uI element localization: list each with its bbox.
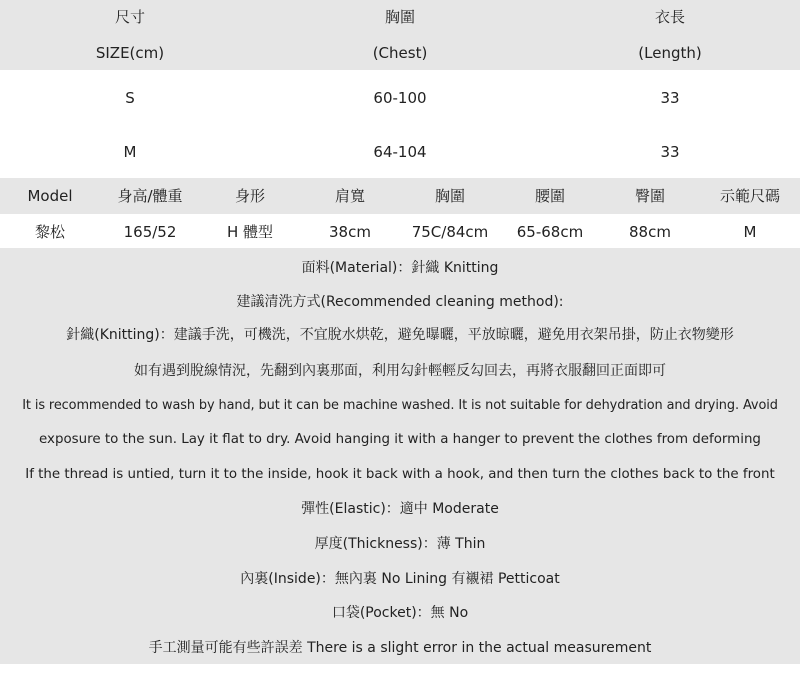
cleaning-title: 建議清洗方式(Recommended cleaning method): xyxy=(236,294,564,310)
model-header-model: Model xyxy=(27,187,73,205)
pocket-text: 口袋(Pocket)：無 No xyxy=(331,605,469,621)
model-name: 黎松 xyxy=(34,223,65,241)
model-hip: 88cm xyxy=(629,223,671,241)
inside-text: 內裏(Inside)：無內裏 No Lining 有襯裙 Petticoat xyxy=(240,571,560,587)
model-body-type: H 體型 xyxy=(226,223,274,241)
model-header-hip: 臀圍 xyxy=(634,187,665,205)
size-header-en: SIZE(cm) xyxy=(95,44,165,62)
cleaning-zh-line-2: 如有遇到脫線情況，先翻到內裏那面，利用勾針輕輕反勾回去，再將衣服翻回正面即可 xyxy=(134,363,666,379)
elastic-text: 彈性(Elastic)：適中 Moderate xyxy=(301,501,499,517)
model-header-chest: 胸圍 xyxy=(434,187,465,205)
material-text: 面料(Material)：針織 Knitting xyxy=(301,260,499,276)
size-row-s-size: S xyxy=(125,89,135,107)
size-row-m-size: M xyxy=(123,143,137,161)
model-height-weight: 165/52 xyxy=(123,223,177,241)
cleaning-zh-line-1: 針織(Knitting)：建議手洗，可機洗，不宜脫水烘乾，避免曝曬，平放晾曬，避免用衣架吊掛，防止衣物變形 xyxy=(66,327,734,343)
length-header-en: (Length) xyxy=(638,44,702,62)
size-row-m-chest: 64-104 xyxy=(373,143,427,161)
model-chest: 75C/84cm xyxy=(411,223,489,241)
model-demo-size: M xyxy=(743,223,757,241)
model-header-shoulder: 肩寬 xyxy=(334,187,365,205)
size-row-s-length: 33 xyxy=(660,89,680,107)
size-row-m-length: 33 xyxy=(660,143,680,161)
model-header-body-type: 身形 xyxy=(234,187,265,205)
thickness-text: 厚度(Thickness)：薄 Thin xyxy=(314,536,486,552)
model-header-waist: 腰圍 xyxy=(534,187,565,205)
cleaning-en-line-3: If the thread is untied, turn it to the inside, hook it back with a hook, and then turn the clothes back to the front xyxy=(25,467,775,482)
cleaning-en-line-2: exposure to the sun. Lay it flat to dry. Avoid hanging it with a hanger to prevent the clothes from deforming xyxy=(39,432,761,447)
size-row-s-chest: 60-100 xyxy=(373,89,427,107)
model-shoulder: 38cm xyxy=(329,223,371,241)
model-waist: 65-68cm xyxy=(516,223,584,241)
model-header-height-weight: 身高/體重 xyxy=(117,187,183,205)
model-header-size: 示範尺碼 xyxy=(719,187,780,205)
chest-header-zh: 胸圍 xyxy=(384,8,415,26)
cleaning-en-line-1: It is recommended to wash by hand, but it can be machine washed. It is not suitable for dehydration and drying. Avoid xyxy=(22,398,778,413)
measurement-note: 手工測量可能有些許誤差 There is a slight error in the actual measurement xyxy=(148,640,652,656)
chest-header-en: (Chest) xyxy=(372,44,428,62)
size-header-zh: 尺寸 xyxy=(114,8,145,26)
length-header-zh: 衣長 xyxy=(654,8,685,26)
